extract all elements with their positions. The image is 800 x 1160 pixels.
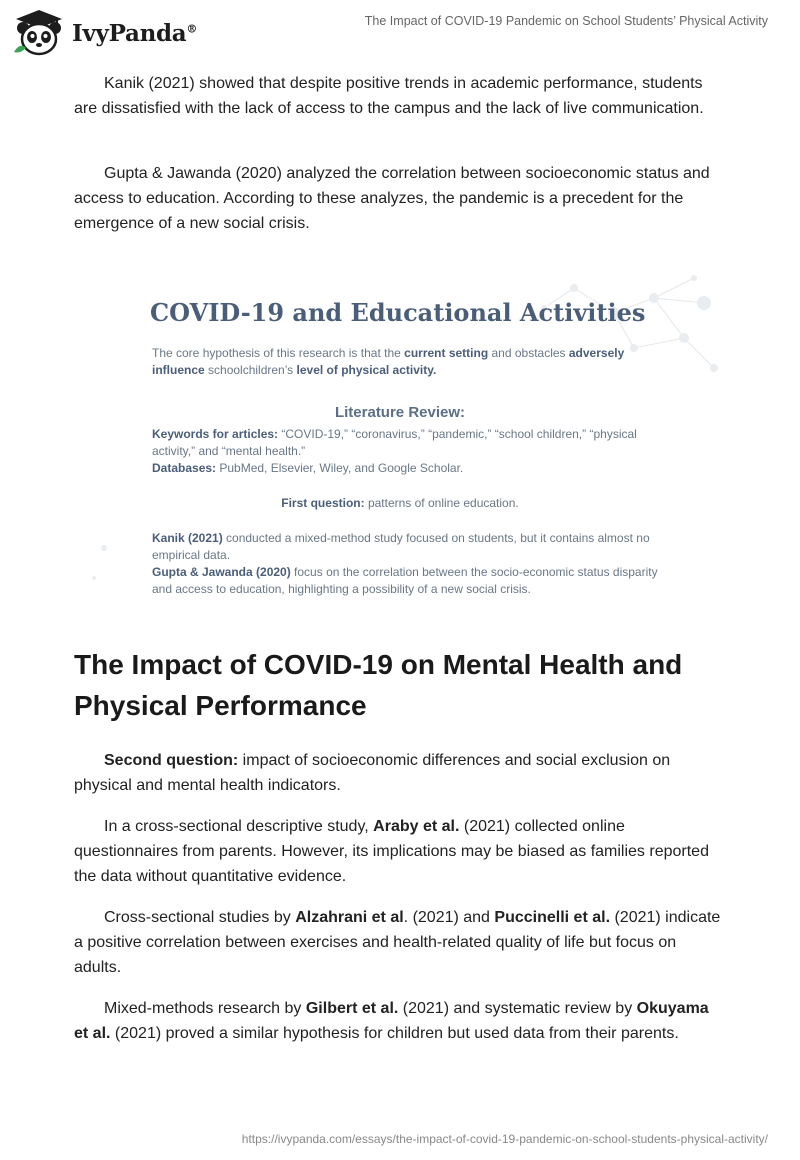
slide-first-question: First question: patterns of online education.: [281, 496, 519, 510]
paragraph-gilbert: Mixed-methods research by Gilbert et al. (2021) and systematic review by Okuyama et al. (2021) proved a similar hypothesis for children but used data from their parents.: [74, 1000, 709, 1042]
brand-name: IvyPanda®: [72, 19, 198, 47]
ivypanda-logo[interactable]: [10, 8, 197, 58]
slide-hypothesis: The core hypothesis of this research is that the current setting and obstacles adversely influence schoolchildren’s level of physical activity.: [152, 346, 625, 377]
slide-kanik-note: Kanik (2021) conducted a mixed-method study focused on students, but it contains almost no empirical data.: [152, 531, 650, 562]
slide-title: COVID-19 and Educational Activities: [150, 298, 646, 327]
paragraph-kanik: Kanik (2021) showed that despite positive trends in academic performance, students are dissatisfied with the lack of access to the campus and the lack of live communication.: [74, 75, 704, 117]
slide-image: [74, 258, 726, 614]
document-title: The Impact of COVID-19 Pandemic on School Students’ Physical Activity: [364, 14, 768, 28]
paragraph-second-question: Second question: impact of socioeconomic differences and social exclusion on physical and mental health indicators.: [74, 752, 671, 794]
slide-keywords: Keywords for articles: “COVID-19,” “coronavirus,” “pandemic,” “school children,” “physical activity,” and “mental health.”: [152, 427, 637, 458]
slide-databases: Databases: PubMed, Elsevier, Wiley, and Google Scholar.: [152, 461, 464, 475]
source-url-link[interactable]: https://ivypanda.com/essays/the-impact-of-covid-19-pandemic-on-school-students-physical-activity/: [241, 1132, 768, 1146]
slide-gupta-note: Gupta & Jawanda (2020) focus on the correlation between the socio-economic status disparity and access to education, highlighting a possibility of a new social crisis.: [152, 565, 658, 596]
section-heading: The Impact of COVID-19 on Mental Health and Physical Performance: [74, 649, 683, 721]
paragraph-araby: In a cross-sectional descriptive study, Araby et al. (2021) collected online questionnaires from parents. However, its implications may be biased as families reported the data without quantitative evidence.: [74, 818, 709, 885]
paragraph-alzahrani: Cross-sectional studies by Alzahrani et al. (2021) and Puccinelli et al. (2021) indicate a positive correlation between exercises and health-related quality of life but focus on adults.: [74, 909, 721, 976]
panda-graduate-icon: [10, 8, 68, 58]
paragraph-gupta: Gupta & Jawanda (2020) analyzed the correlation between socioeconomic status and access to education. According to these analyzes, the pandemic is a precedent for the emergence of a new social crisis.: [74, 165, 710, 232]
page-header: [0, 0, 800, 70]
literature-review-heading: Literature Review:: [334, 404, 466, 421]
